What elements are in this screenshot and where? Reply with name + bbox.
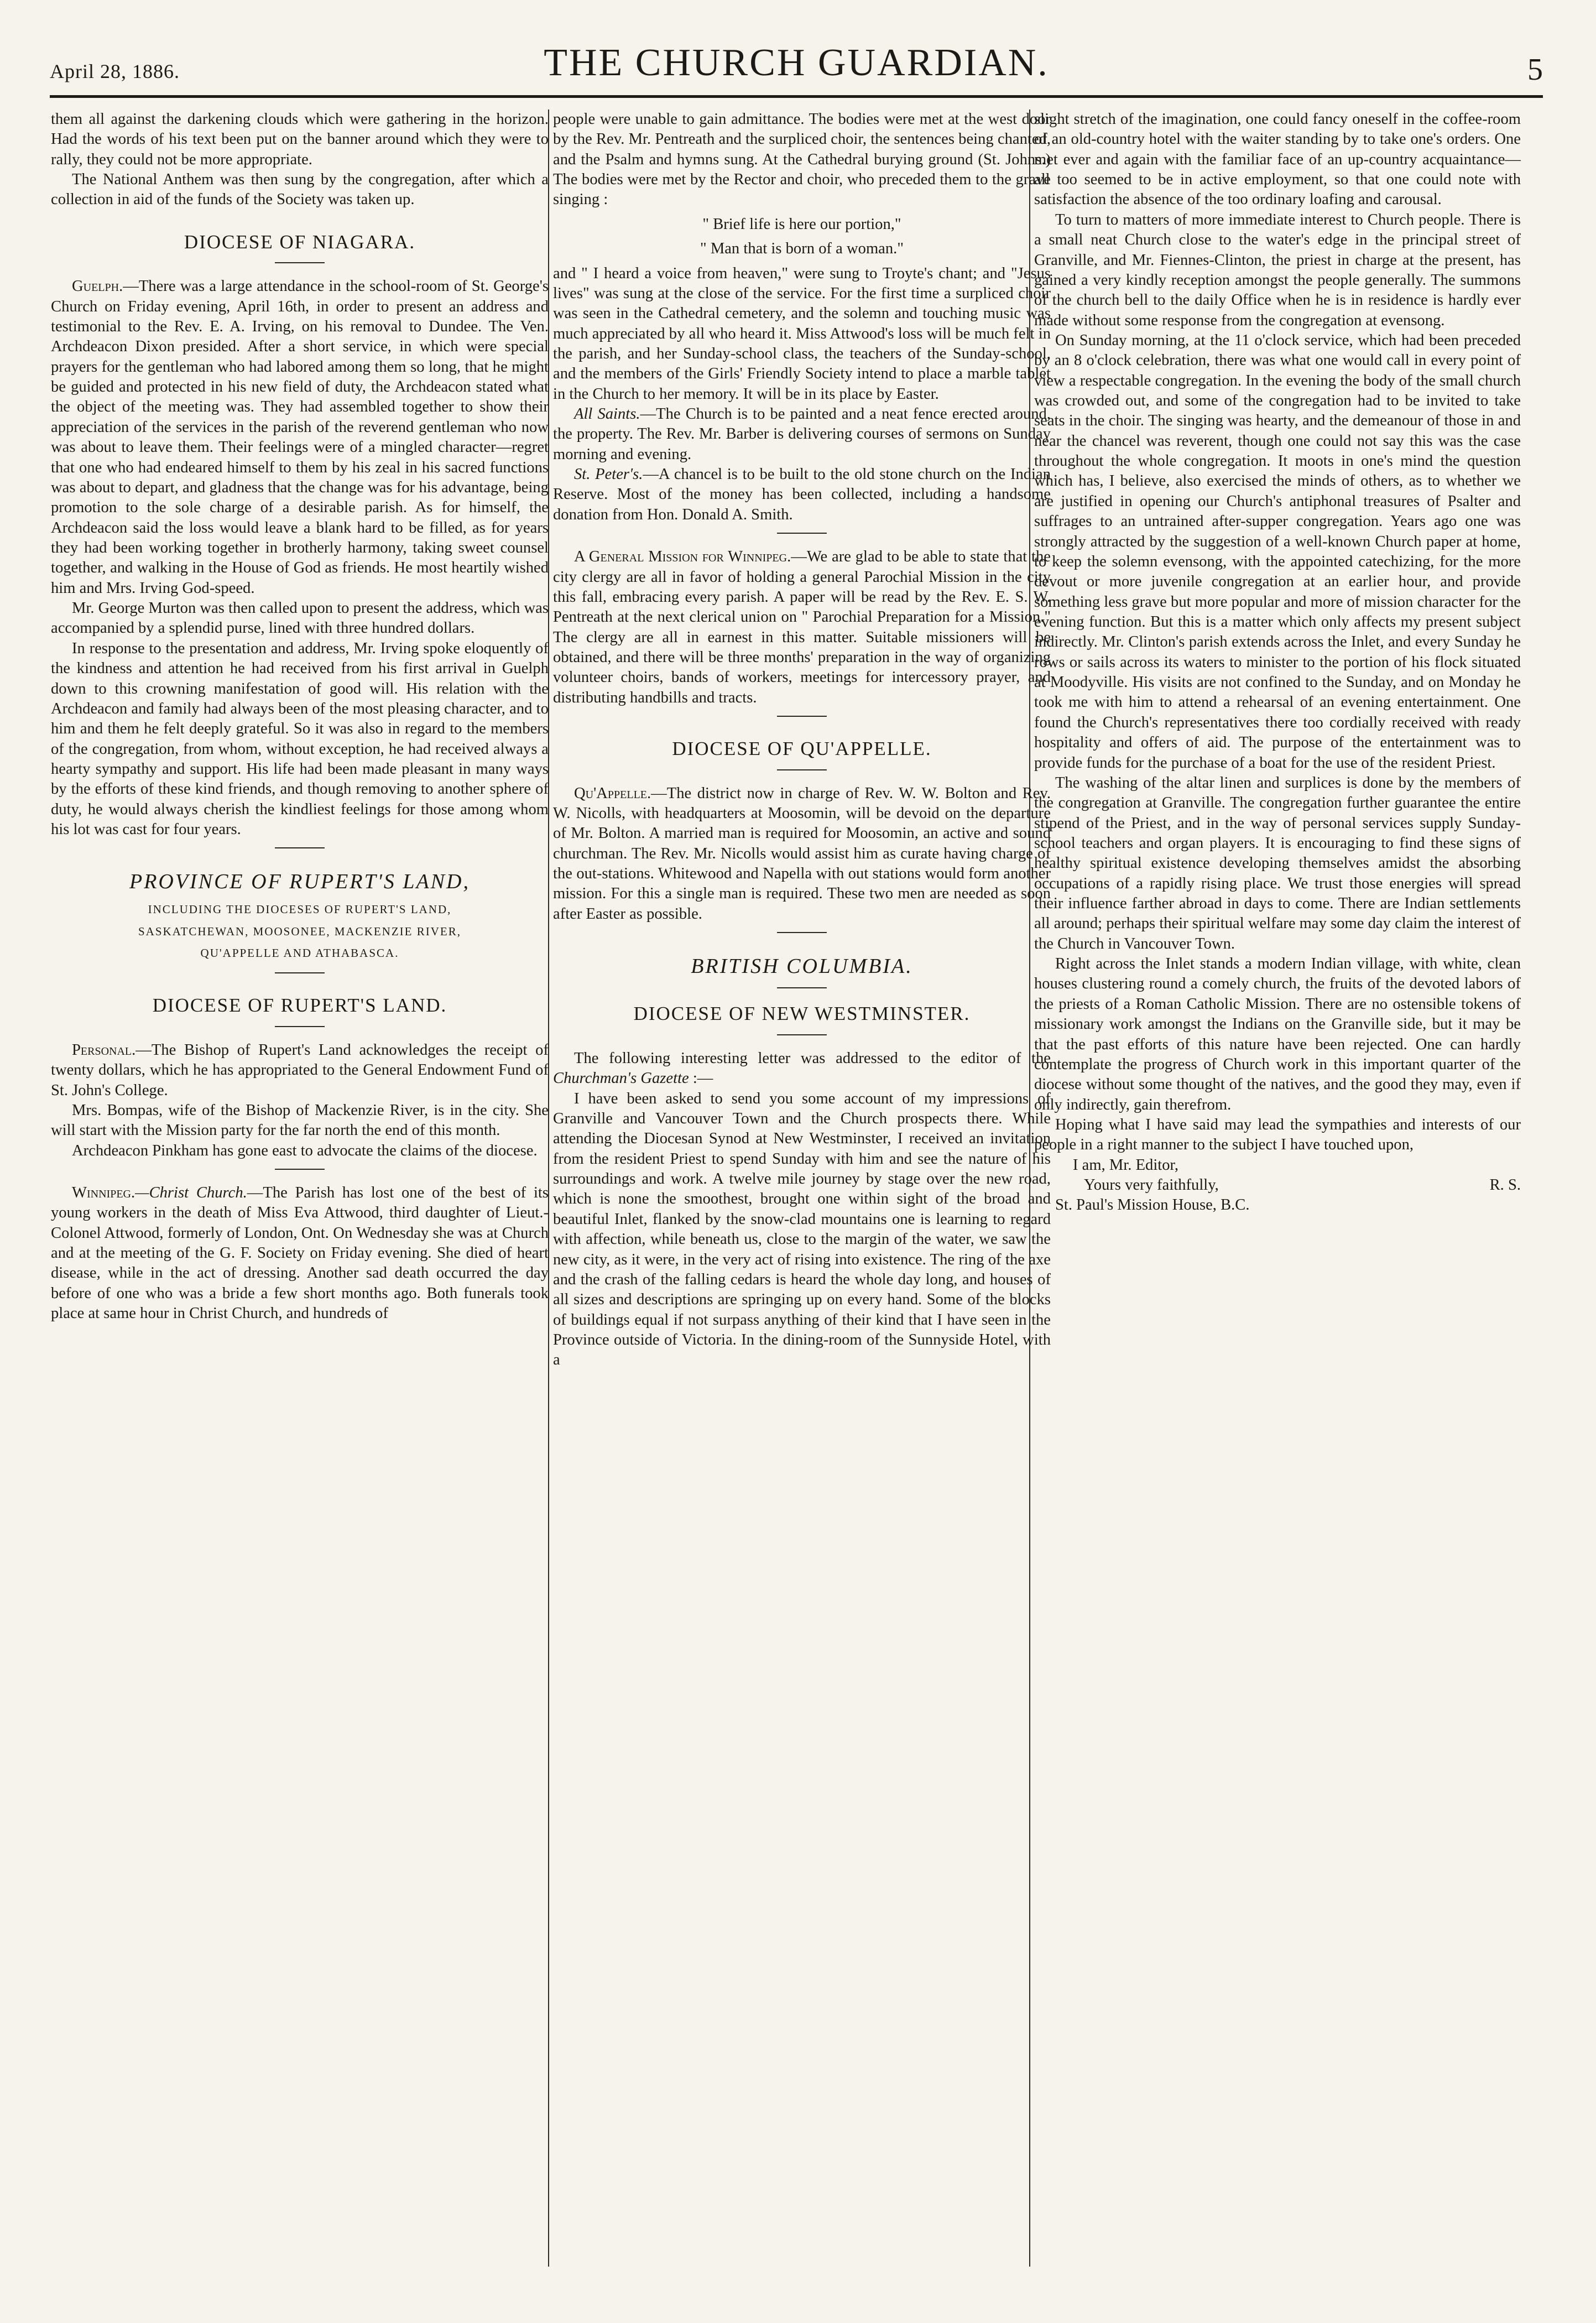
verse-line: " Man that is born of a woman."	[700, 240, 904, 258]
lead-in: Winnipeg.	[72, 1184, 135, 1202]
signature-salutation: I am, Mr. Editor,	[1073, 1156, 1179, 1174]
paragraph-general-mission	[553, 547, 1051, 708]
lead-in: A General Mission for Winnipeg.	[574, 548, 791, 566]
paragraph: Hoping what I have said may lead the sympathies and interests of our people in a right manner to the subject I have touched upon,	[1034, 1116, 1521, 1154]
paragraph: them all against the darkening clouds which were gathering in the horizon. Had the words of his text been put on the banner around which they were to rally, they could not be more appropriate.	[51, 111, 549, 168]
intro-text: :—	[689, 1070, 713, 1087]
paragraph: To turn to matters of more immediate interest to Church people. There is a small neat Church close to the water's edge in the principal street of Granville, and Mr. Fiennes-Clinton, the priest in charge at the present, has gained a very kindly reception amongst the people generally. The summons of the church bell to the daily Office when he is in residence is hardly ever made without some response from the congregation at evensong.	[1034, 211, 1521, 329]
short-rule	[777, 716, 827, 717]
paragraph-body: —The Parish has lost one of the best of its young workers in the death of Miss Eva Attwood, third daughter of Lieut.-Colonel Attwood, formerly of London, Ont. On Wednesday she was at Church and at the meeting of the G. F. Society on Friday evening. She died of heart disease, while in the act of dressing. Another sad death occurred the day before of one who was a bride a few short months ago. Both funerals took place at same hour in Christ Church, and hundreds of	[51, 1184, 549, 1322]
verse-line: " Brief life is here our portion,"	[702, 215, 901, 233]
section-heading-province: PROVINCE OF RUPERT'S LAND,	[129, 870, 470, 894]
paragraph-body: —We are glad to be able to state that the city clergy are all in favor of holding a general Parochial Mission in the city this fall, embracing every parish. A paper will be read by the Rev. E. S. W. Pentreath at the next clerical union on " Parochial Preparation for a Mission." The clergy are all in earnest in this matter. Suitable missioners will be obtained, and there will be three months' preparation in the way of organizing volunteer choirs, bands of workers, meetings for intercessory prayer, and distributing handbills and tracts.	[553, 548, 1051, 706]
column-3	[1034, 110, 1521, 2300]
paragraph: Mr. George Murton was then called upon to present the address, which was accompanied by a splendid purse, lined with three hundred dollars.	[51, 600, 549, 637]
lead-in: All Saints.	[574, 405, 640, 423]
section-heading-new-westminster: DIOCESE OF NEW WESTMINSTER.	[633, 1003, 971, 1025]
paragraph-intro	[553, 1049, 1051, 1089]
paragraph-personal	[51, 1040, 549, 1101]
paragraph-body: —There was a large attendance in the school-room of St. George's Church on Friday evening, April 16th, in order to present an address and testimonial to the Rev. E. A. Irving, on his removal to Dundee. The Ven. Archdeacon Dixon presided. After a short service, in which were special prayers for the gentleman who had labored among them so long, that he might be guided and protected in his new field of duty, the Archdeacon stated what the object of the meeting was. They had assembled together to show their appreciation of the services in the parish of the reverend gentleman who now was about to leave them. Their feelings were of a mingled character—regret that one who had endeared himself to them by his zeal in his sacred functions was about to depart, and gladness that the change was for his advantage, being promotion to the sole charge of a desirable parish. As for himself, the Archdeacon said the loss would leave a blank hard to be filled, as for years they had been working together in brotherly harmony, taking sweet counsel together, and walking in the House of God as friends. He most heartily wished him and Mrs. Irving God-speed.	[51, 278, 549, 597]
lead-in: St. Peter's.	[574, 466, 643, 483]
short-rule	[275, 847, 325, 848]
section-heading-british-columbia: BRITISH COLUMBIA.	[691, 955, 913, 978]
short-rule	[777, 533, 827, 534]
subheading-line: INCLUDING THE DIOCESES OF RUPERT'S LAND,	[148, 902, 452, 916]
masthead	[50, 23, 1543, 98]
short-rule	[275, 972, 325, 973]
paragraph-body: —The district now in charge of Rev. W. W. Bolton and Rev. W. Nicolls, with headquarters at Moosomin, will be devoid on the departure of Mr. Bolton. A married man is required for Moosomin, an active and sound churchman. The Rev. Mr. Nicolls would assist him as curate having charge of the out-stations. Whitewood and Napella with out stations would form another mission. For this a single man is required. These two men are needed as soon after Easter as possible.	[553, 784, 1051, 923]
signature-closing: Yours very faithfully,	[1084, 1176, 1219, 1194]
paragraph: In response to the presentation and address, Mr. Irving spoke eloquently of the kindness and attention he had received from his first arrival in Guelph down to this crowning manifestation of good will. His relation with the Archdeacon and family had always been of the most pleasing character, and to him and them he felt deeply grateful. So it was also in regard to the members of the congregation, from whom, without exception, he had received always a hearty sympathy and support. His life had been made pleasant in many ways by the efforts of these kind friends, and though removing to another sphere of duty, he would always cherish the kindliest feelings for those among whom his lot was cast for four years.	[51, 639, 549, 838]
section-heading-quappelle: DIOCESE OF QU'APPELLE.	[672, 738, 932, 760]
paragraph-body: —The Bishop of Rupert's Land acknowledges the receipt of twenty dollars, which he has appropriated to the General Endowment Fund of St. John's College.	[51, 1041, 549, 1099]
signature-line	[1034, 1175, 1521, 1195]
paragraph: Mrs. Bompas, wife of the Bishop of Mackenzie River, is in the city. She will start with the Mission party for the far north the end of this month.	[51, 1101, 549, 1139]
paragraph-quappelle	[553, 784, 1051, 925]
section-subheading	[51, 899, 549, 965]
intro-text: The following interesting letter was addressed to the editor of the	[574, 1049, 1051, 1067]
publication-name: Churchman's Gazette	[553, 1070, 689, 1087]
short-rule	[275, 262, 325, 263]
short-rule	[777, 769, 827, 770]
paragraph-guelph	[51, 277, 549, 598]
paragraph: The washing of the altar linen and surplices is done by the members of the congregation at Granville. The congregation further guarantee the entire stipend of the Priest, and in the way of personal services supply Sunday-school teachers and organ players. It is encouraging to find these signs of healthy spiritual existence developing themselves amidst the absorbing occupations of a rapidly rising place. We trust those energies will spread their influence farther abroad in days to come. There are Indian settlements all around; perhaps their spiritual welfare may some day claim the interest of the Church in Vancouver Town.	[1034, 774, 1521, 952]
paragraph: On Sunday morning, at the 11 o'clock service, which had been preceded by an 8 o'clock celebration, there was what one would call in every point of view a respectable congregation. In the evening the body of the small church was crowded out, and some of the congregation had to be invited to take seats in the choir. The singing was hearty, and the demeanour of those in and near the chancel was reverent, though one could not say this was the case throughout the whole congregation. It moots in one's mind the question which has, I believe, also exercised the minds of others, as to whether we are justified in opening our Church's antiphonal treasures of Psalter and suffrages to an untrained after-supper congregation. Years ago one was strongly attracted by the suggestion of a well-known Church paper at home, to keep the solemn evensong, with the appointed catechizing, for the more devout or more juvenile congregation at an earlier hour, and provide something less grave but more popular and more of mission character for the evening function. But this is a matter which only affects my present subject indirectly. Mr. Clinton's parish extends across the Inlet, and every Sunday he rows or sails across its waters to minister to the portion of his flock situated at Moodyville. His visits are not confined to the Sunday, and on Monday he took me with him to attend a rehearsal of an evening entertainment. One found the Church's representatives there too cordially received with ready hospitality and offers of aid. The purpose of the entertainment was to provide funds for the purchase of a boat for the use of the resident Priest.	[1034, 331, 1521, 772]
paragraph-all-saints	[553, 404, 1051, 465]
lead-in: Qu'Appelle.	[574, 784, 651, 802]
lead-in-sub: —Christ Church.	[135, 1184, 247, 1202]
column-2	[553, 110, 1051, 2300]
paragraph: I have been asked to send you some account of my impressions of Granville and Vancouver Town and the Church prospects there. While attending the Diocesan Synod at New Westminster, I received an invitation from the resident Priest to spend Sunday with him and see the nature of his surroundings and work. A twelve mile journey by stage over the new road, which is none the smoothest, brought one within sight of the broad and beautiful Inlet, flanked by the snow-clad mountains one is learning to regard with affection, while beneath us, close to the margin of the water, we saw the new city, as it were, in the very act of rising into existence. The ring of the axe and the crash of the falling cedars is heard the whole day long, and houses of all sizes and descriptions are springing up on every hand. Some of the blocks of buildings equal if not surpass anything of their kind that I have seen in the Province outside of Victoria. In the dining-room of the Sunnyside Hotel, with a	[553, 1090, 1051, 1369]
newspaper-title: THE CHURCH GUARDIAN.	[544, 41, 1049, 84]
paragraph-body: —A chancel is to be built to the old stone church on the Indian Reserve. Most of the money has been collected, including a handsome donation from Hon. Donald A. Smith.	[553, 466, 1051, 523]
short-rule	[777, 932, 827, 933]
section-heading-ruperts-land: DIOCESE OF RUPERT'S LAND.	[152, 994, 447, 1017]
signature-initials: R. S.	[1489, 1176, 1521, 1194]
paragraph: slight stretch of the imagination, one could fancy oneself in the coffee-room of an old-country hotel with the waiter standing by to take one's orders. One met ever and again with the familiar face of an up-country acquaintance—all too seemed to be in active employment, so that one could note with satisfaction the absence of the too ordinary loafing and carousal.	[1034, 111, 1521, 209]
section-heading-niagara: DIOCESE OF NIAGARA.	[184, 231, 416, 253]
lead-in: Guelph.	[72, 278, 123, 295]
issue-date: April 28, 1886.	[50, 60, 180, 82]
subheading-line: SASKATCHEWAN, MOOSONEE, MACKENZIE RIVER,	[138, 924, 461, 938]
column-1	[51, 110, 549, 2300]
paragraph-st-peters	[553, 465, 1051, 525]
page-number: 5	[1527, 53, 1543, 87]
paragraph: Archdeacon Pinkham has gone east to advocate the claims of the diocese.	[72, 1142, 538, 1159]
short-rule	[777, 1034, 827, 1035]
lead-in: Personal.	[72, 1041, 136, 1059]
signature-address: St. Paul's Mission House, B.C.	[1055, 1196, 1250, 1214]
paragraph: people were unable to gain admittance. The bodies were met at the west door by the Rev. Mr. Pentreath and the surpliced choir, the sentences being chanted, and the Psalm and hymns sung. At the Cathedral burying ground (St. Johns.) The bodies were met by the Rector and choir, who preceded them to the grave singing :	[553, 111, 1051, 209]
paragraph: and " I heard a voice from heaven," were sung to Troyte's chant; and "Jesus lives" was sung at the close of the service. For the first time a surpliced choir was seen in the Cathedral cemetery, and the solemn and touching music was much appreciated by all who heard it. Miss Attwood's loss will be much felt in the parish, and her Sunday-school class, the teachers of the Sunday-school, and the members of the Girls' Friendly Society intend to place a marble tablet in the Church to her memory. It will be in its place by Easter.	[553, 264, 1051, 403]
short-rule	[275, 1026, 325, 1027]
paragraph: The National Anthem was then sung by the congregation, after which a collection in aid of the funds of the Society was taken up.	[51, 171, 549, 209]
subheading-line: QU'APPELLE AND ATHABASCA.	[200, 946, 399, 960]
short-rule	[777, 987, 827, 988]
short-rule	[275, 1169, 325, 1170]
paragraph-winnipeg	[51, 1183, 549, 1324]
paragraph-body: —The Church is to be painted and a neat fence erected around, the property. The Rev. Mr. Barber is delivering courses of sermons on Sunday morning and evening.	[553, 405, 1051, 463]
paragraph: Right across the Inlet stands a modern Indian village, with white, clean houses clustering round a comely church, the fruits of the devoted labors of the priests of a Roman Catholic Mission. There are no ostensible tokens of missionary work amongst the Indians on the Granville side, but it may be that the past efforts of this nature have been rejected. One can hardly contemplate the progress of Church work in this important quarter of the diocese without some thought of the natives, and the good they may, even if only indirectly, gain therefrom.	[1034, 955, 1521, 1113]
